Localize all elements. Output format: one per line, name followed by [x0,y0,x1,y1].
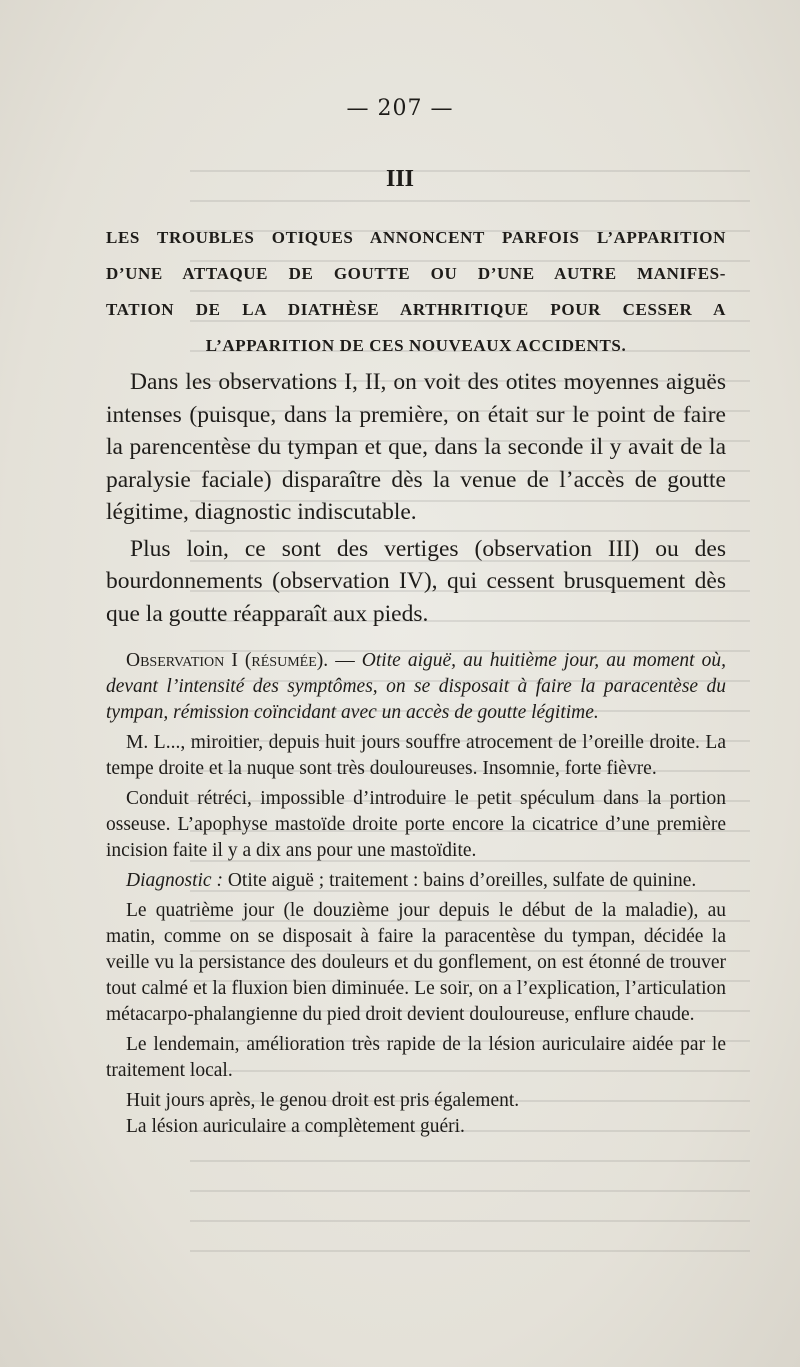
section-numeral: III [385,166,415,192]
observation-paragraph-5: Huit jours après, le genou droit est pris également. [126,1090,520,1111]
diagnostic-text: Otite aiguë ; traitement : bains d’oreilles, sulfate de quinine. [222,870,697,891]
observation-paragraph-3: Le quatrième jour (le douzième jour depuis le début de la maladie), au matin, comme on se disposait à faire la paracentèse du tympan, décidée la veille vu la persistance des douleurs et du gonflement, on est étonné de trouver tout calmé et la fluxion bien diminuée. Le soir, on a l’explication, l’articulation métacarpo-phalangienne du pied droit devient douloureuse, enflure chaude. [106,900,726,1025]
diagnostic-label: Diagnostic : [126,870,223,891]
observation-block [106,648,726,1140]
section-heading [106,220,726,364]
intro-text [106,366,726,630]
heading-line-1: LES TROUBLES OTIQUES ANNONCENT PARFOIS L’APPARITION [106,228,726,247]
observation-dash: — [328,650,362,671]
observation-paragraph-2: Conduit rétréci, impossible d’introduire le petit spéculum dans la portion osseuse. L’apophyse mastoïde droite porte encore la cicatrice d’une première incision faite il y a dix ans pour une mastoïdite. [106,788,726,861]
intro-paragraph-2: Plus loin, ce sont des vertiges (observation III) ou des bourdonnements (observation IV), qui cessent brusquement dès que la goutte réapparaît aux pieds. [106,535,726,627]
observation-paragraph-6: La lésion auriculaire a complètement guéri. [126,1116,465,1137]
heading-line-4: L’APPARITION DE CES NOUVEAUX ACCIDENTS. [205,336,627,355]
page-number: — 207 — [346,96,454,121]
observation-paragraph-1: M. L..., miroitier, depuis huit jours souffre atrocement de l’oreille droite. La tempe droite et la nuque sont très douloureuses. Insomnie, forte fièvre. [106,732,726,779]
observation-header [106,648,726,726]
diagnostic-paragraph [106,868,726,894]
observation-paragraph-4: Le lendemain, amélioration très rapide de la lésion auriculaire aidée par le traitement local. [106,1034,726,1081]
intro-paragraph-1: Dans les observations I, II, on voit des otites moyennes aiguës intenses (puisque, dans la première, on était sur le point de faire la parencentèse du tympan et que, dans la seconde il y avait de la paralysie faciale) disparaître dès la venue de l’accès de goutte légitime, diagnostic indiscutable. [106,369,726,525]
heading-line-2: D’UNE ATTAQUE DE GOUTTE OU D’UNE AUTRE MANIFES- [106,264,726,283]
observation-label: Observation I (résumée). [126,650,329,671]
heading-line-3: TATION DE LA DIATHÈSE ARTHRITIQUE POUR CESSER A [106,300,726,319]
observation-summary: Otite aiguë, au huitième jour, au moment où, devant l’intensité des symptômes, on se disposait à faire la paracentèse du tympan, rémission coïncidant avec un accès de goutte légitime. [106,650,726,723]
